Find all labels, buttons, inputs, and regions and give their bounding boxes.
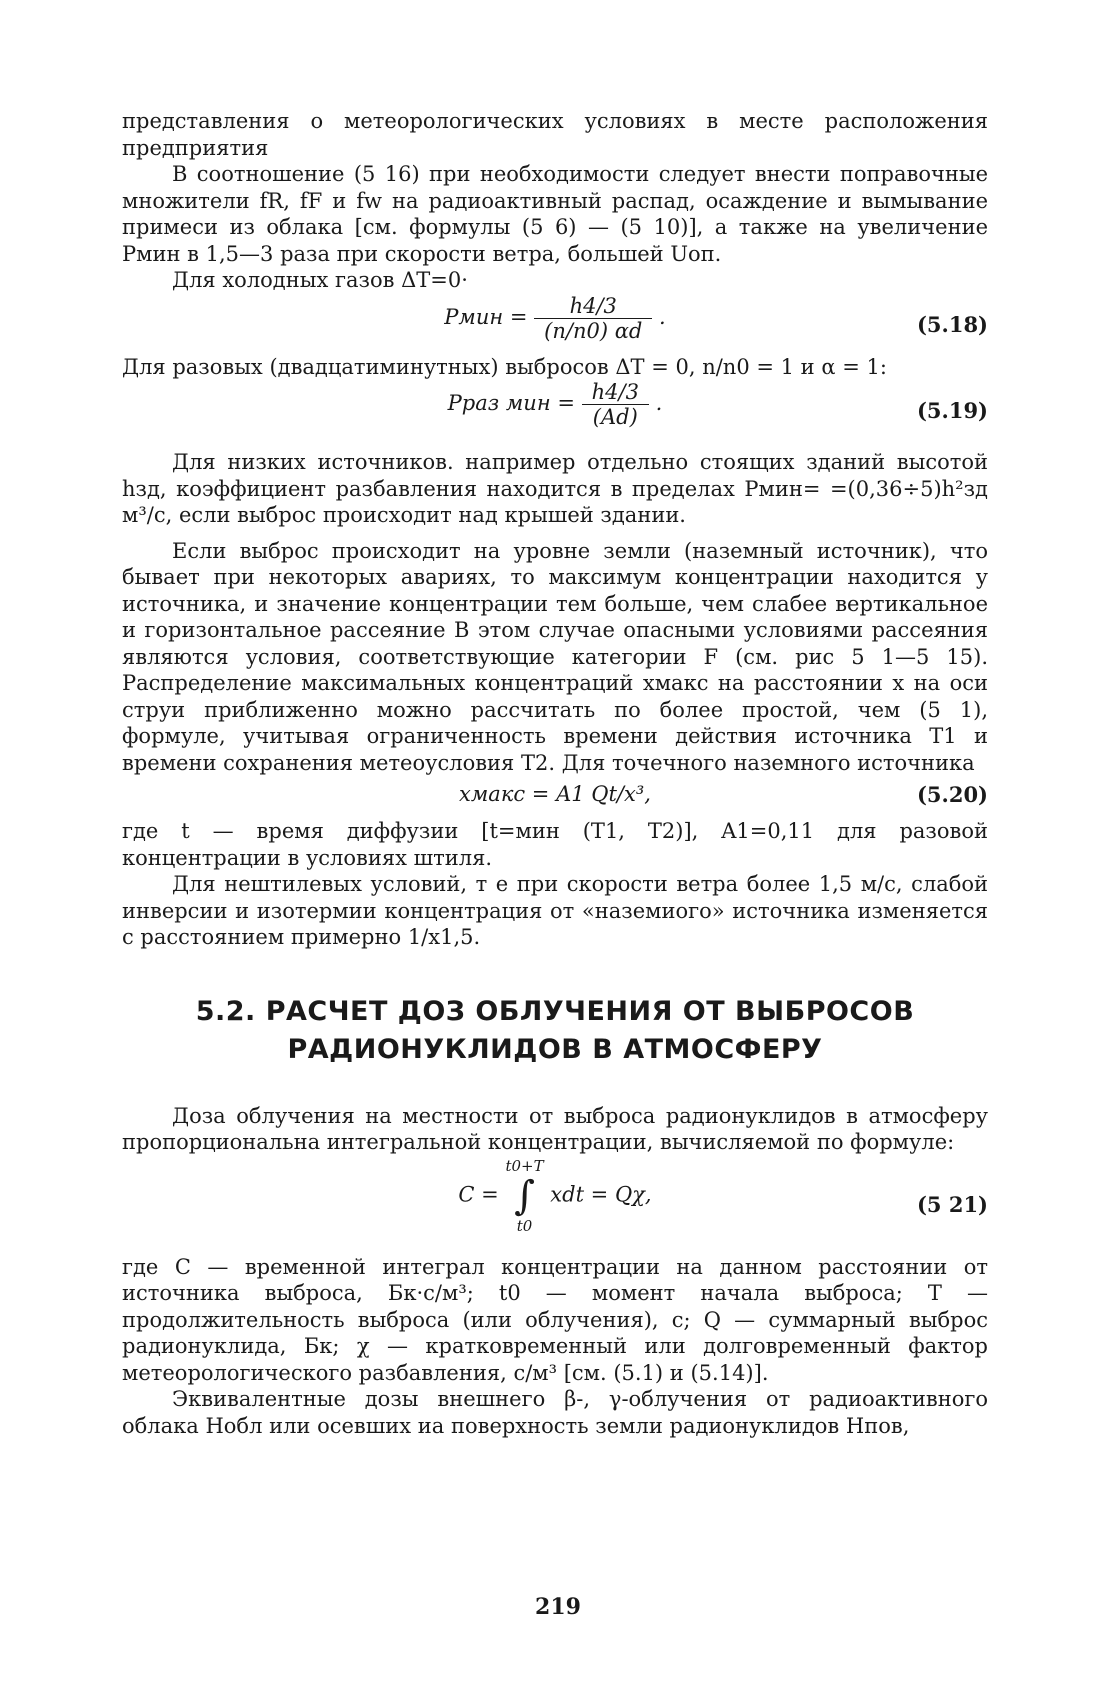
paragraph-8: Для нештилевых условий, т е при скорости ветра более 1,5 м/с, слабой инверсии и изотермии концентрация от «наземиого» источника изменяется с расстоянием примерно 1/x1,5. bbox=[122, 872, 988, 949]
integral-sign: t0+T ∫ t0 bbox=[505, 1156, 544, 1235]
equation-5-18-lhs: Pмин = bbox=[444, 304, 535, 329]
integral-upper-limit: t0+T bbox=[505, 1156, 544, 1175]
equation-5-20 bbox=[122, 776, 988, 818]
equation-5-19-numerator: h4/3 bbox=[591, 380, 639, 404]
equation-5-18-numerator: h4/3 bbox=[569, 293, 617, 318]
equation-5-18 bbox=[122, 294, 988, 354]
paragraph-1: представления о метеорологических условиях в месте расположения предприятия bbox=[122, 109, 988, 160]
integral-lower-limit: t0 bbox=[516, 1216, 533, 1235]
equation-5-19-tail: . bbox=[655, 391, 663, 415]
paragraph-9: Доза облучения на местности от выброса радионуклидов в атмосферу пропорциональна интегральной концентрации, вычисляемой по формуле: bbox=[122, 1103, 988, 1154]
equation-5-19 bbox=[122, 380, 988, 440]
section-heading-line-2: РАДИОНУКЛИДОВ В АТМОСФЕРУ bbox=[287, 1033, 823, 1065]
equation-5-20-number: (5.20) bbox=[916, 782, 988, 807]
equation-5-19-lhs: Pраз мин = bbox=[447, 391, 582, 415]
equation-5-21 bbox=[122, 1156, 988, 1254]
paragraph-3: Для холодных газов ΔT=0· bbox=[172, 268, 468, 292]
equation-5-21-rhs: xdt = Qχ, bbox=[550, 1182, 652, 1206]
equation-5-19-number: (5.19) bbox=[916, 398, 988, 423]
page-number: 219 bbox=[535, 1594, 581, 1620]
paragraph-5: Для низких источников. например отдельно стоящих зданий высотой hзд, коэффициент разбавления находится в пределах Pмин= =(0,36÷5)h²зд м³/с, если выброс происходит над крышей здании. bbox=[122, 450, 988, 527]
paragraph-10: где C — временной интеграл концентрации на данном расстоянии от источника выброса, Бк·с/м³; t0 — момент начала выброса; T — продолжительность выброса (или облучения), с; Q — суммарный выброс радионуклида, Бк; χ — кратковременный или долговременный фактор метеорологического разбавления, с/м³ [см. (5.1) и (5.14)]. bbox=[122, 1254, 988, 1385]
paragraph-7: где t — время диффузии [t=мин (T1, T2)], A1=0,11 для разовой концентрации в условиях штиля. bbox=[122, 819, 988, 870]
section-heading bbox=[122, 993, 988, 1069]
paragraph-2: В соотношение (5 16) при необходимости следует внести поправочные множители fR, fF и fw на радиоактивный распад, осаждение и вымывание примеси из облака [см. формулы (5 6) — (5 10)], а также на увеличение Pмин в 1,5—3 раза при скорости ветра, большей Uоп. bbox=[122, 162, 988, 266]
equation-5-18-tail: . bbox=[659, 304, 666, 329]
equation-5-21-lhs: C = bbox=[458, 1182, 506, 1206]
equation-5-18-number: (5.18) bbox=[916, 311, 988, 337]
section-heading-line-1: 5.2. РАСЧЕТ ДОЗ ОБЛУЧЕНИЯ ОТ ВЫБРОСОВ bbox=[195, 995, 915, 1027]
paragraph-4: Для разовых (двадцатиминутных) выбросов ΔT = 0, n/n0 = 1 и α = 1: bbox=[122, 354, 887, 379]
equation-5-21-number: (5 21) bbox=[916, 1191, 988, 1217]
paragraph-6: Если выброс происходит на уровне земли (наземный источник), что бывает при некоторых авариях, то максимум концентрации находится у источника, и значение концентрации тем больше, чем слабее вертикальное и горизонтальное рассеяние В этом случае опасными условиями рассеяния являются условия, соответствующие категории F (см. рис 5 1—5 15). Распределение максимальных концентраций xмакс на расстоянии x на оси струи приближенно можно рассчитать по более простой, чем (5 1), формуле, учитывая ограниченность времени действия источника T1 и времени сохранения метеоусловия T2. Для точечного наземного источника bbox=[122, 538, 988, 775]
paragraph-11: Эквивалентные дозы внешнего β-, γ-облучения от радиоактивного облака Hобл или осевших иа поверхность земли радионуклидов Hпов, bbox=[122, 1387, 988, 1438]
equation-5-20-formula: xмакс = A1 Qt/x³, bbox=[459, 782, 651, 806]
equation-5-18-denominator: (n/n0) αd bbox=[534, 318, 652, 343]
equation-5-19-denominator: (Ad) bbox=[582, 404, 649, 429]
